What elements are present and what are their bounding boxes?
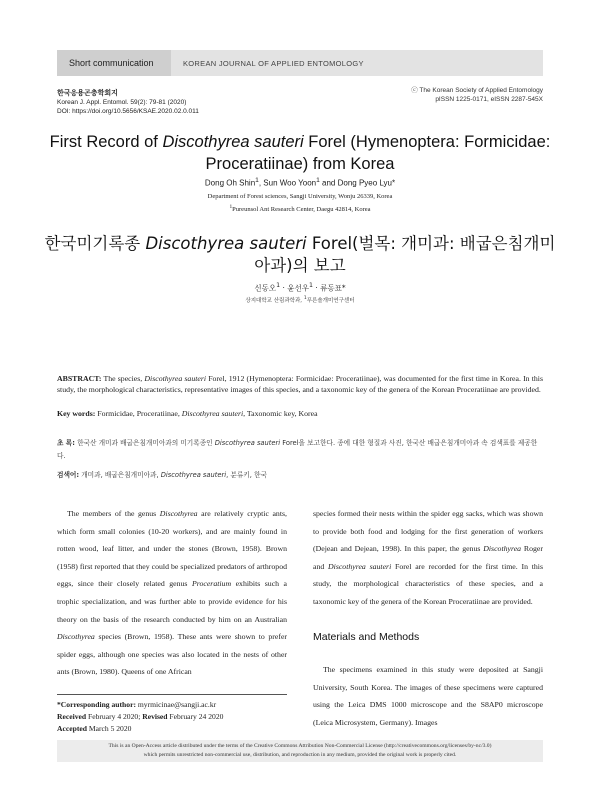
journal-title-korean: 한국응용곤충학회지: [57, 90, 118, 97]
affiliations-korean: [40, 296, 560, 304]
page-header-bar: [57, 50, 543, 76]
keywords-english: [57, 409, 543, 420]
species-italic: Discothyrea sauteri: [181, 409, 244, 418]
body-text: species formed their nests within the spider egg sacks, which was shown to provide both food and lodging for the first generation of workers (Dejean and Dejean, 1998). In this paper, the genus: [313, 509, 543, 554]
methods-text: The specimens examined in this study were deposited at Sangji University, South Korea. The images of these specimens were captured using the Leica DMS 1000 microscope and the S8AP0 microscope (Leica Microsystem, Germany). Images: [313, 665, 543, 727]
species-italic: Discothyrea sauteri: [144, 374, 207, 383]
affiliation-marker: 1: [303, 296, 307, 302]
genus-italic: Proceratium: [191, 579, 232, 589]
body-text-right-column: [313, 505, 543, 611]
license-notice: [57, 740, 543, 762]
keywords-text: Formicidae, Proceratiinae,: [95, 409, 182, 418]
affiliation-text: 푸른솔개미연구센터: [306, 298, 355, 304]
body-text: The members of the genus: [67, 509, 160, 518]
affiliation-marker: 1: [276, 282, 281, 289]
author-name: , Sun Woo Yoon: [258, 178, 317, 188]
genus-italic: Discothyrea: [57, 632, 95, 642]
abstract-text: Forel을 보고한다. 종에 대한 형질과 사진, 한국산 배굽은침개미아과 속 검색표를 제공한다.: [57, 439, 538, 460]
abstract-english: [57, 374, 543, 395]
received-date: February 4 2020;: [86, 712, 143, 721]
license-line: which permits unrestricted non-commercial use, distribution, and reproduction in any medium, provided the original work is properly cited.: [143, 752, 457, 758]
affiliations-english: [40, 192, 560, 215]
author-name: · 윤선우: [280, 283, 309, 293]
revised-date: February 24 2020: [167, 712, 224, 721]
journal-meta-left: [57, 89, 199, 116]
title-text: 한국미기록종: [44, 234, 146, 253]
accepted-label: Accepted: [57, 724, 87, 733]
accepted-line: [57, 723, 297, 735]
genus-italic: Discothyrea: [483, 544, 522, 554]
abstract-text: The species,: [101, 374, 145, 383]
affiliation-line: [40, 202, 560, 215]
issn-numbers: pISSN 1225-0171, eISSN 2287-545X: [435, 96, 543, 103]
article-title-korean: [40, 233, 560, 277]
article-type-tab: Short communication: [57, 50, 171, 76]
title-text: Forel (Hymenoptera: Formicidae: Proceratiinae) from Korea: [205, 133, 551, 173]
author-name: Dong Oh Shin: [204, 178, 256, 188]
body-text-left-column: [57, 505, 287, 681]
keywords-text: , Taxonomic key, Korea: [243, 409, 318, 418]
author-name: 신동오: [254, 283, 277, 293]
abstract-text: Forel, 1912 (Hymenoptera: Formicidae: Proceratiinae), was documented for the first time in Korea. In this study, the morphological characteristics, representative images of this species, and a taxonomic key of the genera of the Korean Proceratiinae are provided.: [57, 374, 543, 394]
body-text: Roger and: [313, 544, 543, 571]
keywords-text: 개미과, 배굽은침개미아과,: [79, 471, 161, 479]
journal-name-header: KOREAN JOURNAL OF APPLIED ENTOMOLOGY: [183, 58, 364, 68]
body-text: Forel are recorded for the first time. In this study, the morphological characteristics of these species, and a taxonomic key of the genera of the Korean Proceratiinae are provided.: [313, 561, 543, 606]
correspondence-footnote: [57, 699, 297, 735]
journal-meta-right: [411, 86, 543, 104]
society-copyright: ⓒ The Korean Society of Applied Entomology: [411, 87, 543, 94]
author-name: and Dong Pyeo Lyu*: [319, 178, 396, 188]
abstract-label: 초 록:: [57, 439, 75, 447]
author-name: · 류동표*: [312, 283, 346, 293]
author-list-korean: [40, 282, 560, 294]
species-italic: Discothyrea sauteri: [160, 471, 227, 479]
keywords-label: Key words:: [57, 409, 96, 418]
title-species-italic: Discothyrea sauteri: [145, 234, 307, 253]
affiliation-marker: 1: [255, 177, 259, 184]
affiliation-marker: 1: [229, 204, 233, 210]
affiliation-marker: 1: [316, 177, 320, 184]
author-list-english: [40, 177, 560, 188]
title-text: First Record of: [49, 133, 163, 151]
accepted-date: March 5 2020: [86, 724, 132, 733]
genus-italic: Discothyrea: [159, 509, 198, 518]
journal-citation: Korean J. Appl. Entomol. 59(2): 79-81 (2020): [57, 99, 187, 106]
footnote-divider: [57, 694, 287, 695]
abstract-label: ABSTRACT:: [57, 374, 102, 383]
body-text: are relatively cryptic ants, which form small colonies (10-20 workers), and are mainly found in rotten wood, leaf litter, and under the stones (Brown, 1958). Brown (1958) first reported that they could be specialized predators of arthropod eggs, since their closely related genus: [57, 509, 287, 589]
species-italic: Discothyrea sauteri: [328, 561, 392, 571]
corresponding-label: *Corresponding author:: [57, 700, 136, 709]
revised-label: Revised: [142, 712, 168, 721]
received-revised-line: [57, 711, 297, 723]
license-line: This is an Open-Access article distributed under the terms of the Creative Commons Attribution Non-Commercial License (http://creativecommons.org/licenses/by-nc/3.0): [108, 743, 492, 749]
keywords-korean: [57, 470, 543, 480]
abstract-text: 한국산 개미과 배굽은침개미아과의 미기록종인: [74, 439, 215, 447]
affiliation-text: 상지대학교 산림과학과,: [245, 298, 304, 304]
doi-link[interactable]: DOI: https://doi.org/10.5656/KSAE.2020.02.0.011: [57, 108, 199, 115]
title-text: Forel(벌목: 개미과: 배굽은침개미아과)의 보고: [254, 234, 556, 275]
body-text: species (Brown, 1958). These ants were shown to prefer spider eggs, although one species was also located in the nests of other ants (Brown, 1980). Queens of one African: [57, 632, 287, 677]
title-species-italic: Discothyrea sauteri: [162, 133, 304, 151]
abstract-korean: [57, 437, 543, 463]
species-italic: Discothyrea sauteri: [214, 439, 281, 447]
received-label: Received: [57, 712, 87, 721]
keywords-label: 검색어:: [57, 471, 80, 479]
corresponding-author-line: [57, 699, 297, 711]
affiliation-text: Pureunsol Ant Research Center, Daegu 42814, Korea: [232, 206, 371, 214]
corresponding-email[interactable]: myrmicinae@sangji.ac.kr: [135, 700, 217, 709]
article-title-english: [40, 131, 560, 175]
body-text: exhibits such a trophic specialization, and was further able to provide evidence for his theory on the basis of the research conducted by him on an Australian: [57, 579, 287, 624]
affiliation-marker: 1: [309, 282, 313, 289]
affiliation-line: Department of Forest sciences, Sangji University, Wonju 26339, Korea: [207, 193, 393, 200]
section-heading-materials-methods: Materials and Methods: [313, 631, 420, 643]
keywords-text: , 분류키, 한국: [226, 471, 267, 479]
